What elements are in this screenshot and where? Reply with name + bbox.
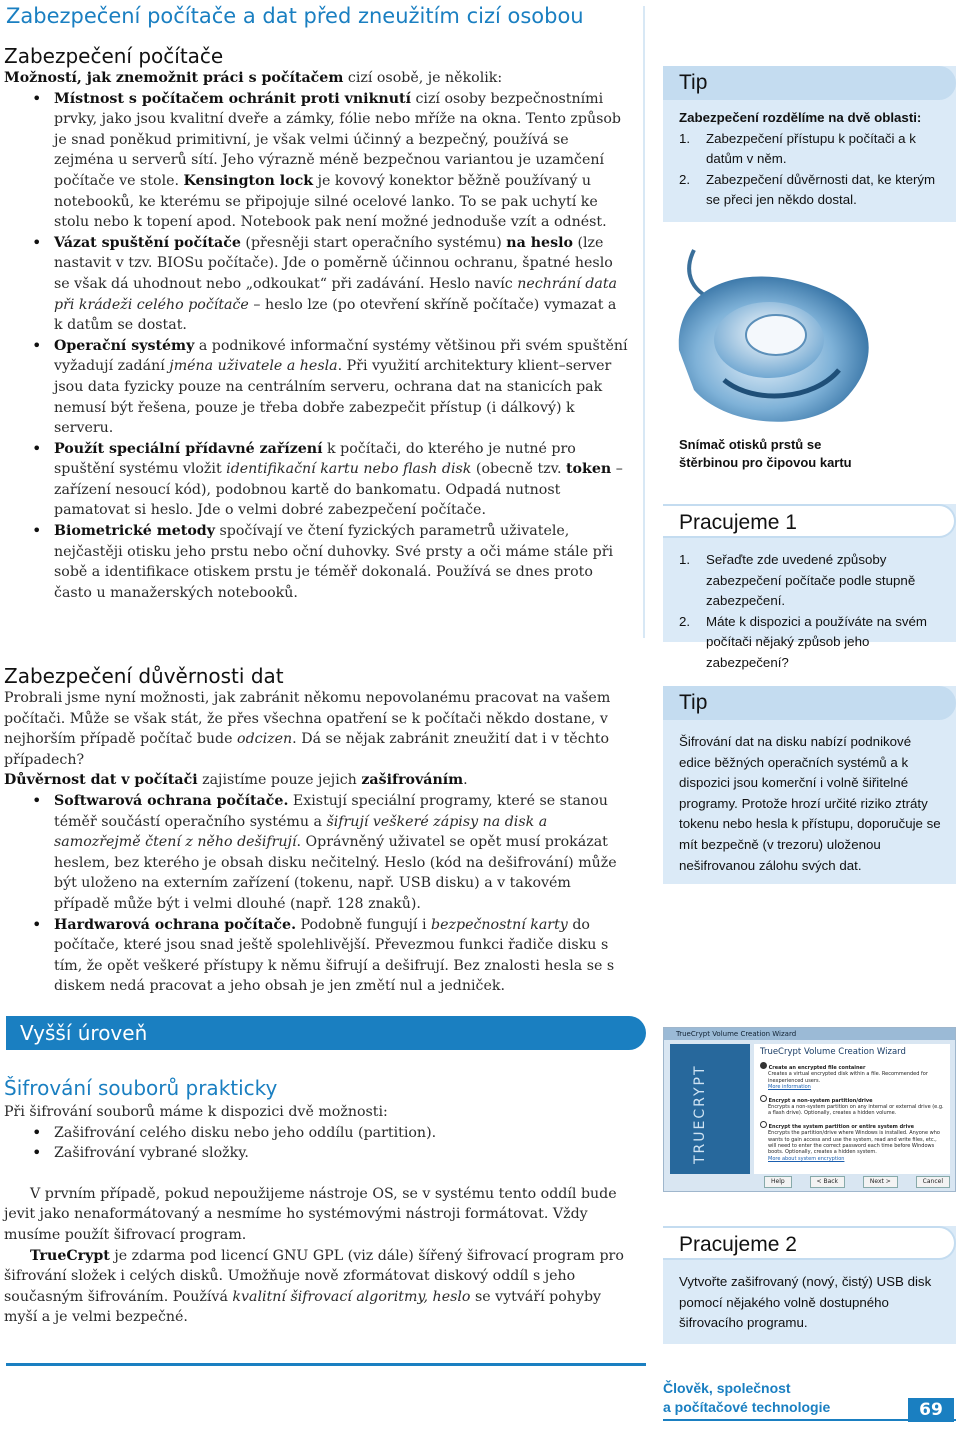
wizard-panel bbox=[754, 1044, 950, 1174]
page-number: 69 bbox=[908, 1398, 954, 1422]
item-term: Místnost s počítačem ochránit proti vniknutí bbox=[54, 90, 411, 107]
emphasis: odcizen bbox=[237, 731, 293, 748]
tip1-intro: Zabezpečení rozdělíme na dvě oblasti: bbox=[679, 110, 922, 125]
section2-body bbox=[4, 688, 628, 997]
item-number: 1. bbox=[679, 552, 691, 567]
page-title: Zabezpečení počítače a dat před zneužitím cizí osobou bbox=[6, 4, 584, 28]
section-heading-file-encryption: Šifrování souborů prakticky bbox=[4, 1076, 278, 1100]
section-heading-data-confidentiality: Zabezpečení důvěrnosti dat bbox=[4, 664, 284, 688]
fingerprint-reader-icon bbox=[664, 240, 884, 430]
wizard-option[interactable] bbox=[760, 1062, 944, 1091]
list-item: • Zašifrování celého disku nebo jeho oddílu (partition). bbox=[4, 1123, 628, 1144]
cancel-button[interactable]: Cancel bbox=[916, 1176, 950, 1188]
exercise-heading: Pracujeme 2 bbox=[663, 1226, 956, 1260]
list-item: • Zašifrování vybrané složky. bbox=[4, 1143, 628, 1164]
exercise2-text: Vytvořte zašifrovaný (nový, čistý) USB disk pomocí nějakého volně dostupného šifrovacího programu. bbox=[679, 1274, 932, 1331]
text: je zdarma pod licencí GNU GPL (viz dále) šířený šifrovací program pro šifrování složek i celých disků. Umožňuje nově zformátovat diskový oddíl s jeho současným šifrováním. Používá bbox=[4, 1247, 624, 1305]
bottom-rule bbox=[6, 1363, 646, 1366]
item-text: (lze nastavit v tzv. BIOSu počítače). Jde o poměrně účinnou ochranu, špatné heslo se však dá uhodnout nebo „odkoukat“ při zadávání. Heslo navíc bbox=[54, 234, 613, 292]
item-emphasis: nechrání data při krádeži celého počítače bbox=[54, 275, 618, 313]
more-info-link[interactable]: More information bbox=[768, 1084, 811, 1091]
list-item bbox=[679, 550, 945, 612]
item-term: Operační systémy bbox=[54, 337, 195, 354]
tip-box-1 bbox=[663, 66, 956, 222]
item-text: (obecně tzv. bbox=[471, 461, 566, 478]
section-heading-computer-security: Zabezpečení počítače bbox=[4, 44, 224, 68]
item-text: Podobně fungují i bbox=[296, 916, 432, 933]
item-text: je kovový konektor běžně používaný u notebooků, ke kterému se připojuje silné ocelové lanko. To se pak uchytí ke stolu nebo k topení apod. Notebook pak není možné jednoduše vzít a odnést. bbox=[54, 172, 607, 231]
text: . Dá se nějak zabránit zneužití dat i v těchto případech? bbox=[4, 731, 610, 768]
side-text: TRUECRYPT bbox=[692, 1064, 708, 1164]
tip1-body bbox=[679, 108, 945, 211]
option-desc: Encrypts a non-system partition on any internal or external drive (e.g. a flash drive). Optionally, creates a hidden volume. bbox=[768, 1104, 944, 1117]
truecrypt-side-banner bbox=[670, 1044, 750, 1174]
list-item bbox=[4, 89, 628, 233]
help-button[interactable]: Help bbox=[764, 1176, 792, 1188]
intro-bold: Možností, jak znemožnit práci s počítačem bbox=[4, 70, 344, 86]
next-button[interactable]: Next > bbox=[863, 1176, 898, 1188]
section1-intro bbox=[4, 68, 628, 89]
more-info-link[interactable]: More about system encryption bbox=[768, 1155, 845, 1162]
item-number: 2. bbox=[679, 613, 691, 629]
intro-rest: cizí osobě, je několik: bbox=[343, 70, 503, 86]
item-emphasis: bezpečnostní karty bbox=[431, 916, 568, 933]
option-label: Encrypt the system partition or entire system drive bbox=[768, 1123, 915, 1130]
item-term: Softwarová ochrana počítače. bbox=[54, 792, 289, 809]
wizard-option[interactable] bbox=[760, 1121, 944, 1162]
option-label: Encrypt a non-system partition/drive bbox=[768, 1097, 873, 1104]
list-item bbox=[4, 791, 628, 915]
section2-paragraph bbox=[4, 770, 628, 791]
tip-box-2 bbox=[663, 686, 956, 884]
section1-body bbox=[4, 68, 628, 603]
list-item bbox=[4, 915, 628, 997]
item-emphasis: jména uživatele a hesla bbox=[169, 358, 338, 375]
item-text: cizí osoby bezpečnostními prvky, jako jsou kvalitní dveře a zámky, fólie nebo mříže na okna. Tento způsob je snad poněkud primitivní, je však velmi účinný a bezpečný, používá se zejména u serverů sítí. Jeho výrazně méně bezpečnou variantou je uzamčení počítače ve stole. bbox=[54, 90, 622, 189]
radio-icon[interactable] bbox=[760, 1121, 767, 1128]
encryption-list bbox=[4, 791, 628, 997]
list-item bbox=[4, 439, 628, 521]
column-divider bbox=[643, 6, 645, 638]
wizard-title: TrueCrypt Volume Creation Wizard bbox=[760, 1047, 906, 1057]
item-number: 2. bbox=[679, 171, 691, 187]
option-label: Create an encrypted file container bbox=[768, 1065, 866, 1071]
section2-paragraph bbox=[4, 688, 628, 770]
item-text: a podnikové informační systémy většinou při svém spuštění vyžadují zadání bbox=[54, 337, 628, 375]
item-text: – zařízení nesoucí kód), podobnou kartě do bankomatu. Odpadá nutnost pamatovat si heslo. Jde o velmi dobré zabezpečení počítače. bbox=[54, 461, 623, 519]
item-term: Použít speciální přídavné zařízení bbox=[54, 440, 323, 457]
exercise1-list bbox=[679, 550, 945, 674]
text: Probrali jsme nyní možnosti, jak zabránit někomu nepovolanému pracovat na vašem počítači. Může se však stát, že přes všechna opatření se k počítači někdo dostane, v nejhorším případě počítač bude bbox=[4, 690, 611, 748]
item-term: Vázat spuštění počítače bbox=[54, 234, 241, 251]
item-text: Existují speciální programy, které se stanou téměř součástí operačního systému a bbox=[54, 792, 608, 830]
footer-book-title bbox=[663, 1379, 893, 1417]
item-number: 1. bbox=[679, 130, 691, 146]
item-text: do počítače, které jsou snad ještě spolehlivější. Převezmou funkci řadiče disku s tím, že opět veškeré přístupy k němu šifrují a dešifrují. Bez znalosti hesla se s diskem nedá pracovat a jeho obsah je jen změtí nul a jedniček. bbox=[54, 916, 615, 995]
list-item bbox=[4, 336, 628, 439]
term: zašifrováním bbox=[361, 772, 464, 789]
fingerprint-reader-image bbox=[664, 240, 884, 430]
item-text: – heslo lze (po otevření skříně počítače) vymazat a k datům se dostat. bbox=[54, 296, 617, 334]
item-term: Hardwarová ochrana počítače. bbox=[54, 916, 297, 933]
item-term: Biometrické metody bbox=[54, 523, 215, 540]
section3-paragraph: V prvním případě, pokud nepoužijeme nástroje OS, se v systému tento oddíl bude jevit jako nenaformátovaný a nesmíme ho systémovými nástroji formátovat. Vždy musíme použít šifrovací program. bbox=[4, 1185, 617, 1243]
item-text: (přesněji start operačního systému) bbox=[240, 234, 507, 251]
item-term: na heslo bbox=[506, 234, 573, 251]
item-text: Zabezpečení důvěrnosti dat, ke kterým se přeci jen někdo dostal. bbox=[706, 171, 936, 208]
emphasis: kvalitní šifrovací algoritmy, heslo bbox=[232, 1288, 471, 1305]
footer-line: a počítačové technologie bbox=[663, 1399, 831, 1415]
item-text: Zabezpečení přístupu k počítači a k datům v něm. bbox=[706, 130, 916, 167]
item-text: spočívají ve čtení fyzických parametrů uživatele, nejčastěji otisku jeho prstu nebo oční duhovky. Své prsty a oči máme stále při sobě a identifikace otiskem prstu je téměř dokonalá. Používá se dnes proto často u manažerských notebooků. bbox=[54, 523, 614, 601]
radio-icon[interactable] bbox=[760, 1095, 767, 1102]
wizard-options bbox=[754, 1062, 950, 1162]
list-item bbox=[679, 612, 945, 674]
item-text: Seřaďte zde uvedené způsoby zabezpečení počítače podle stupně zabezpečení. bbox=[706, 552, 916, 609]
term: TrueCrypt bbox=[30, 1247, 110, 1264]
footer-line: Člověk, společnost bbox=[663, 1380, 791, 1396]
list-item bbox=[4, 521, 628, 603]
item-emphasis: identifikační kartu nebo flash disk bbox=[226, 461, 472, 478]
encryption-options-list bbox=[4, 1123, 628, 1164]
item-text: Máte k dispozici a používáte na svém počítači nějaký způsob jeho zabezpečení? bbox=[706, 613, 927, 670]
tip-heading: Tip bbox=[663, 686, 956, 720]
option-desc: Creates a virtual encrypted disk within a file. Recommended for inexperienced users. bbox=[768, 1071, 928, 1084]
exercise-box-2 bbox=[663, 1226, 956, 1344]
item-term: token bbox=[566, 461, 612, 478]
list-item bbox=[679, 129, 945, 170]
text: se vytváří pohyby myší a je velmi bezpečné. bbox=[4, 1288, 602, 1326]
item-text: k počítači, do kterého je nutné pro spuštění systému vložit bbox=[54, 440, 576, 478]
section3-paragraph bbox=[4, 1246, 628, 1328]
image-caption: Snímač otisků prstů se štěrbinou pro čipovou kartu bbox=[679, 437, 852, 470]
option-desc: Encrypts the partition/drive where Windows is installed. Anyone who wants to gain access and use the system, read and write files, etc., will need to enter the correct password each time before Windows boots. Optionally, creates a hidden system. bbox=[768, 1130, 940, 1156]
text: . bbox=[463, 772, 468, 789]
advanced-level-banner: Vyšší úroveň bbox=[6, 1016, 646, 1050]
list-item bbox=[4, 233, 628, 336]
security-methods-list bbox=[4, 89, 628, 604]
exercise1-body bbox=[679, 550, 945, 674]
exercise-box-1 bbox=[663, 504, 956, 670]
exercise-heading: Pracujeme 1 bbox=[663, 504, 956, 538]
truecrypt-screenshot bbox=[663, 1027, 956, 1192]
wizard-buttons bbox=[764, 1176, 950, 1188]
item-text: . Oprávněný uživatel se opět musí prokázat heslem, bez kterého je obsah disku nečitelný. Heslo (kód na dešifrování) může být uloženo na externím zařízení (tokenu, např. USB disku) a v takovém případě může být i velmi dlouhé (např. 128 znaků). bbox=[54, 834, 617, 912]
item-term: Kensington lock bbox=[183, 172, 314, 189]
back-button[interactable]: < Back bbox=[810, 1176, 846, 1188]
wizard-option[interactable] bbox=[760, 1095, 944, 1117]
radio-selected-icon[interactable] bbox=[760, 1062, 767, 1069]
tip2-text: Šifrování dat na disku nabízí podnikové edice běžných operačních systémů a k dispozici jsou komerční i volně šiřitelné programy. Protože hrozí určité riziko ztráty tokenu nebo hesla k přístupu, doporučuje se mít bezpečně (v trezoru) uloženou nešifrovanou zálohu svých dat. bbox=[679, 734, 941, 873]
tip-heading: Tip bbox=[663, 66, 956, 100]
text: zajistíme pouze jejich bbox=[197, 772, 362, 789]
list-item bbox=[679, 170, 945, 211]
section3-body bbox=[4, 1102, 628, 1328]
section3-intro: Při šifrování souborů máme k dispozici dvě možnosti: bbox=[4, 1104, 388, 1120]
term: Důvěrnost dat v počítači bbox=[4, 772, 198, 789]
window-titlebar: TrueCrypt Volume Creation Wizard bbox=[664, 1028, 955, 1040]
item-emphasis: šifrují veškeré zápisy na disk a samozřejmě čtení z něho dešifrují bbox=[54, 813, 548, 851]
item-text: . Při využití architektury klient–server jsou data fyzicky pouze na centrálním serveru, ochrana dat na stanicích pak nemusí být řešena, pouze je třeba dobře zabezpečit přístup (i dálkový) k serveru. bbox=[54, 358, 612, 437]
tip1-list bbox=[679, 129, 945, 211]
